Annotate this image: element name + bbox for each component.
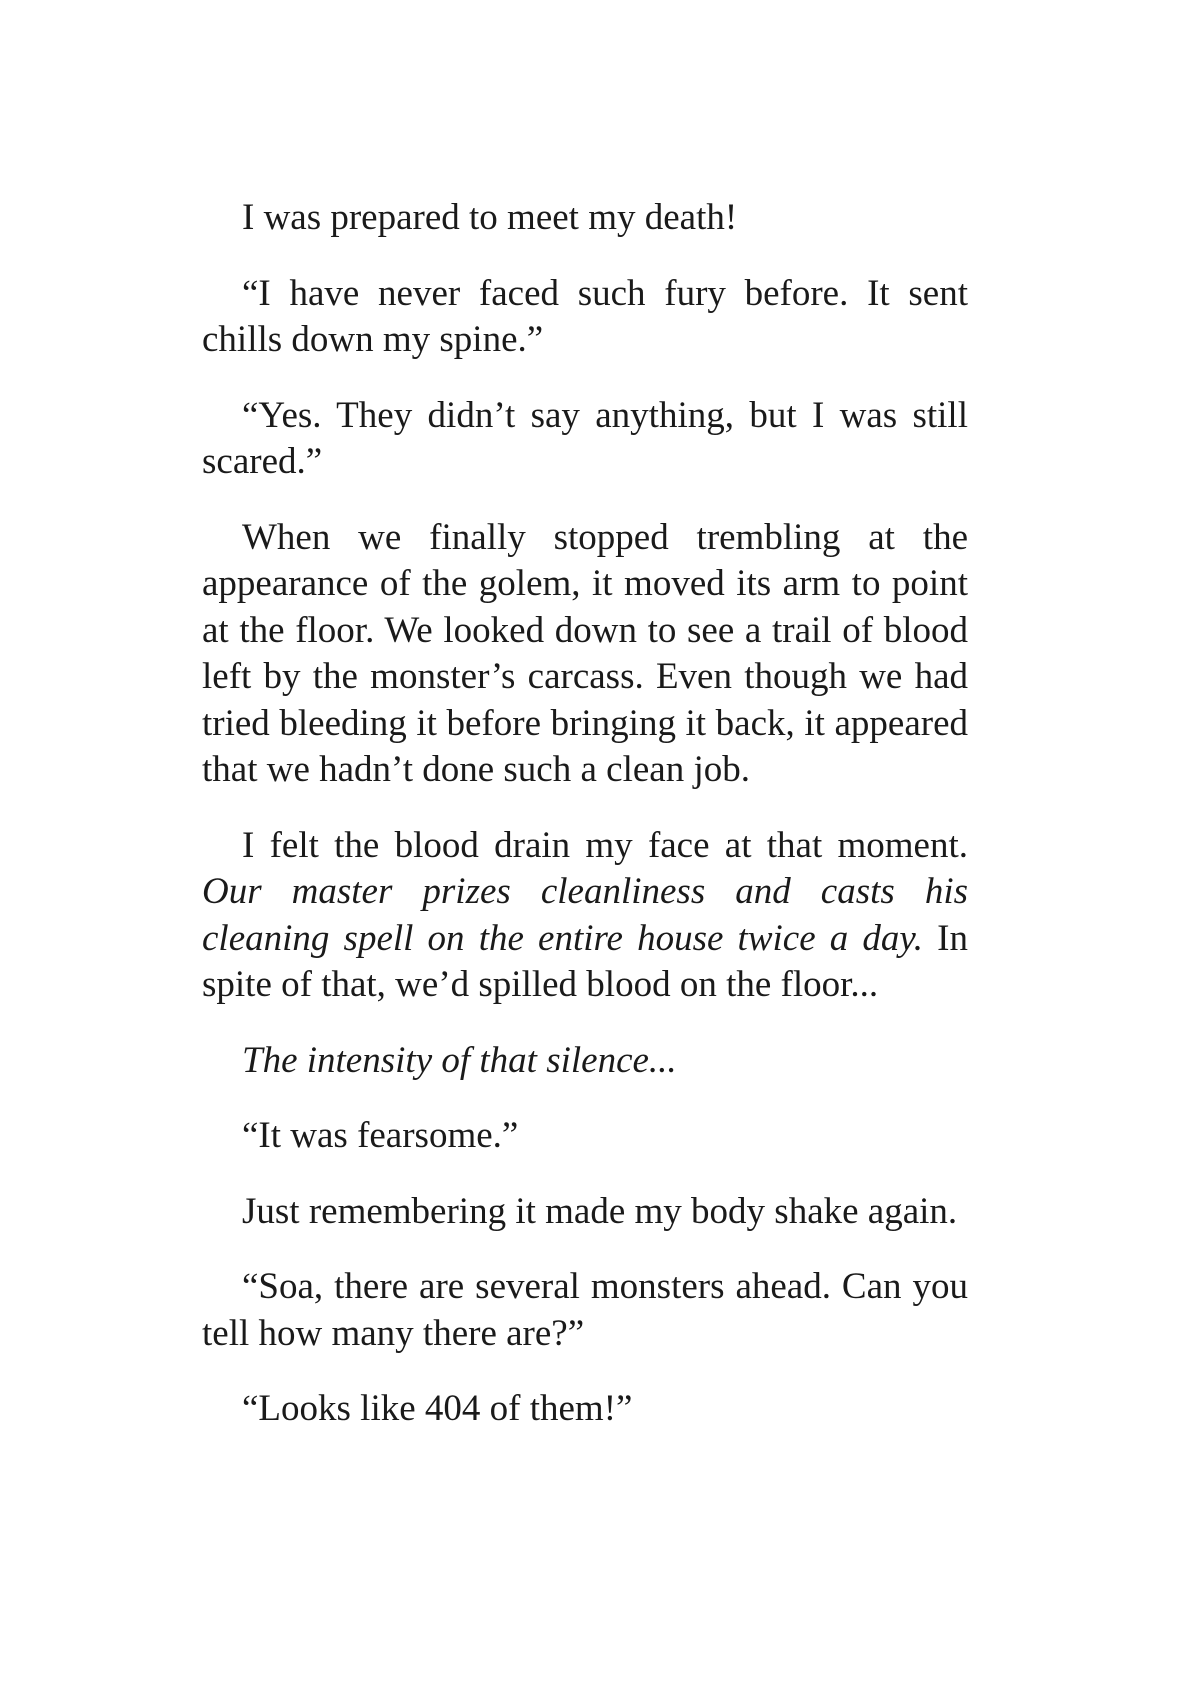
paragraph-7: “It was fearsome.” [242,1115,519,1156]
paragraph-6-italic-thought: The intensity of that silence... [242,1039,677,1081]
body-text [202,195,968,1462]
paragraph-5-text-a: I felt the blood drain my face at that moment. [242,824,968,866]
paragraph-3: “Yes. They didn’t say anything, but I was still scared.” [202,394,968,482]
paragraph-2: “I have never faced such fury before. It sent chills down my spine.” [202,272,968,360]
paragraph-1: I was prepared to meet my death! [242,197,738,238]
paragraph-5 [202,823,968,1009]
paragraph-5-text-c: In spite of that, we’d spilled blood on the floor... [202,917,969,1005]
paragraph-9: “Soa, there are several monsters ahead. Can you tell how many there are?” [202,1266,968,1354]
paragraph-10: “Looks like 404 of them!” [242,1388,633,1429]
paragraph-5-italic-thought: Our master prizes cleanliness and casts his cleaning spell on the entire house twice a day. [202,871,968,959]
paragraph-4: When we finally stopped trembling at the appearance of the golem, it moved its arm to point at the floor. We looked down to see a trail of blood left by the monster’s carcass. Even though we had tried bleeding it before bringing it back, it appeared that we hadn’t done such a clean job. [202,516,968,790]
paragraph-8: Just remembering it made my body shake again. [242,1190,958,1232]
